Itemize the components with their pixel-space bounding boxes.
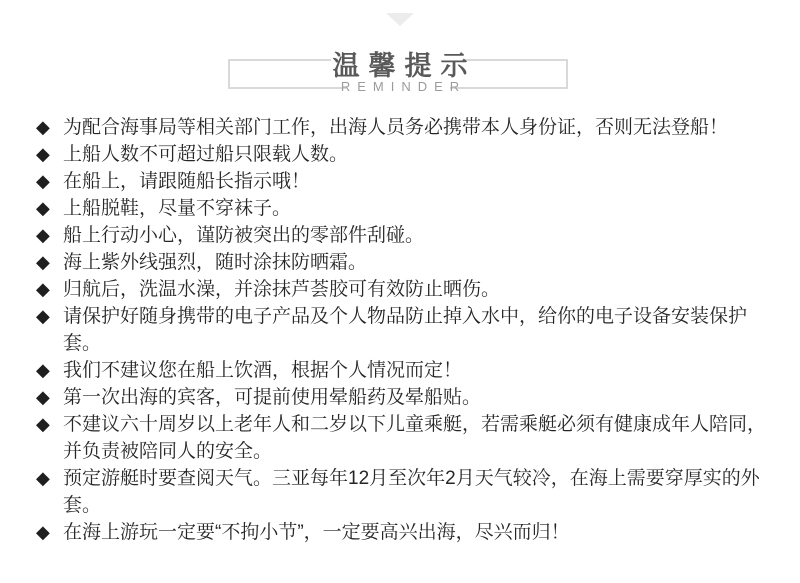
diamond-bullet-icon: ◆	[36, 468, 50, 488]
tip-text: 在船上，请跟随船长指示哦！	[63, 171, 311, 192]
tip-text: 在海上游玩一定要“不拘小节”，一定要高兴出海，尽兴而归！	[63, 522, 570, 543]
diamond-bullet-icon: ◆	[36, 279, 50, 299]
diamond-bullet-icon: ◆	[36, 171, 50, 191]
tip-text: 船上行动小心，谨防被突出的零部件刮碰。	[63, 225, 425, 246]
list-item	[36, 384, 770, 411]
list-item	[36, 465, 770, 519]
list-item	[36, 411, 770, 465]
list-item	[36, 276, 770, 303]
tip-text: 不建议六十周岁以上老年人和二岁以下儿童乘艇，若需乘艇必须有健康成年人陪同，并负责被陪同人的安全。	[63, 414, 767, 462]
list-item	[36, 303, 770, 357]
tip-text: 我们不建议您在船上饮酒，根据个人情况而定！	[63, 360, 463, 381]
tip-text: 为配合海事局等相关部门工作，出海人员务必携带本人身份证，否则无法登船！	[63, 117, 729, 138]
tip-text: 上船脱鞋，尽量不穿袜子。	[63, 198, 292, 219]
tip-text: 请保护好随身携带的电子产品及个人物品防止掉入水中，给你的电子设备安装保护套。	[63, 306, 748, 354]
list-item	[36, 168, 770, 195]
list-item	[36, 222, 770, 249]
diamond-bullet-icon: ◆	[36, 522, 50, 542]
down-triangle-icon	[386, 13, 414, 26]
tip-text: 上船人数不可超过船只限载人数。	[63, 144, 349, 165]
list-item	[36, 519, 770, 546]
list-item	[36, 141, 770, 168]
diamond-bullet-icon: ◆	[36, 414, 50, 434]
tips-list	[36, 114, 770, 546]
tip-text: 第一次出海的宾客，可提前使用晕船药及晕船贴。	[63, 387, 482, 408]
diamond-bullet-icon: ◆	[36, 306, 50, 326]
list-item	[36, 195, 770, 222]
diamond-bullet-icon: ◆	[36, 198, 50, 218]
tip-text: 归航后，洗温水澡，并涂抹芦荟胶可有效防止晒伤。	[63, 279, 501, 300]
list-item	[36, 249, 770, 276]
list-item	[36, 357, 770, 384]
diamond-bullet-icon: ◆	[36, 225, 50, 245]
tip-text: 预定游艇时要查阅天气。三亚每年12月至次年2月天气较冷，在海上需要穿厚实的外套。	[63, 468, 760, 516]
diamond-bullet-icon: ◆	[36, 360, 50, 380]
diamond-bullet-icon: ◆	[36, 144, 50, 164]
tip-text: 海上紫外线强烈，随时涂抹防晒霜。	[63, 252, 368, 273]
page-title: 温馨提示	[332, 51, 477, 81]
list-item	[36, 114, 770, 141]
diamond-bullet-icon: ◆	[36, 117, 50, 137]
page-subtitle: REMINDER	[340, 79, 467, 94]
diamond-bullet-icon: ◆	[36, 387, 50, 407]
diamond-bullet-icon: ◆	[36, 252, 50, 272]
